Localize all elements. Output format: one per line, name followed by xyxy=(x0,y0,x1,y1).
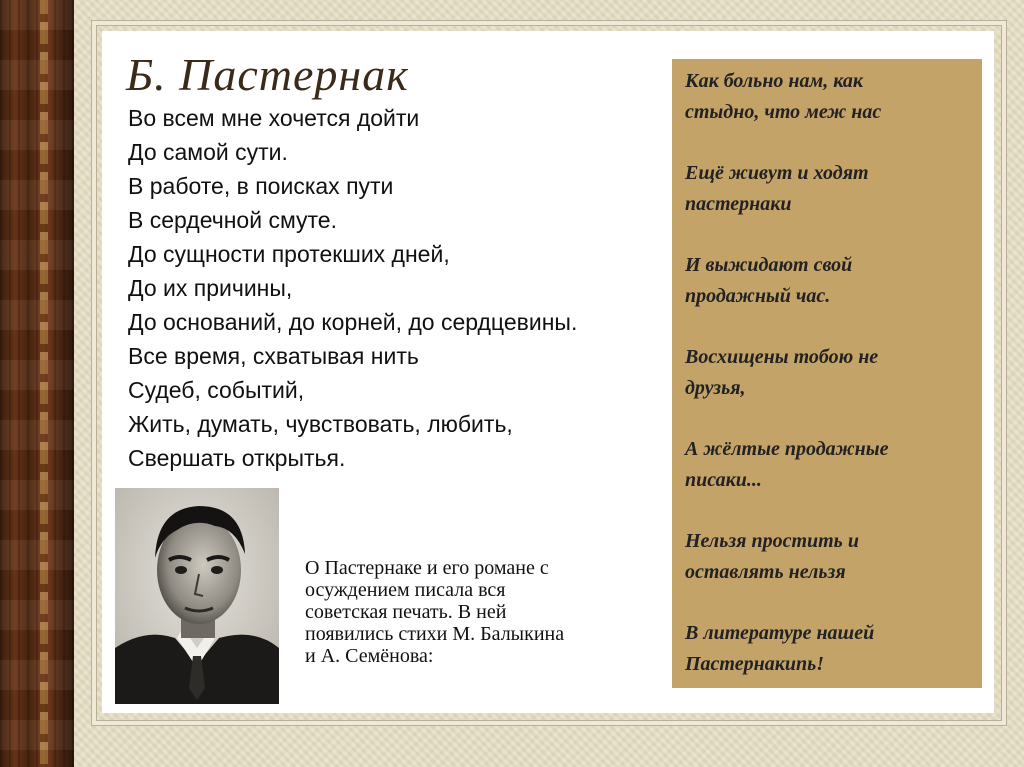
poem-line: В работе, в поисках пути xyxy=(128,173,394,199)
poem-line: Во всем мне хочется дойти xyxy=(128,105,420,131)
caption-line: О Пастернаке и его романе с xyxy=(305,557,549,579)
quote-line: А жёлтые продажные xyxy=(685,438,889,460)
quote-stanza xyxy=(685,618,975,680)
quote-line: В литературе нашей xyxy=(685,622,875,644)
quote-stanza xyxy=(685,66,975,128)
poem-line: В сердечной смуте. xyxy=(128,207,337,233)
portrait-photo xyxy=(115,488,279,704)
quote-line: И выжидают свой xyxy=(685,254,853,276)
poem-line: До сущности протекших дней, xyxy=(128,241,450,267)
quote-line: Как больно нам, как xyxy=(685,70,864,92)
quote-line: Ещё живут и ходят xyxy=(685,162,869,184)
quote-stanza xyxy=(685,250,975,312)
wood-decor-strip xyxy=(40,0,48,767)
poem-line: До самой сути. xyxy=(128,139,288,165)
quote-stanza xyxy=(685,158,975,220)
caption-line: осуждением писала вся xyxy=(305,579,506,601)
caption-line: появились стихи М. Балыкина xyxy=(305,623,565,645)
quote-poem xyxy=(685,66,975,710)
caption-line: советская печать. В ней xyxy=(305,601,507,623)
caption-line: и А. Семёнова: xyxy=(305,645,434,667)
portrait-illustration xyxy=(115,488,279,704)
wood-border xyxy=(0,0,74,767)
quote-stanza xyxy=(685,434,975,496)
quote-stanza xyxy=(685,526,975,588)
quote-line: продажный час. xyxy=(685,285,831,307)
poem-line: Жить, думать, чувствовать, любить, xyxy=(128,411,513,437)
poem xyxy=(128,101,658,475)
quote-line: писаки... xyxy=(685,469,762,491)
caption-text xyxy=(305,557,645,667)
poem-line: До их причины, xyxy=(128,275,293,301)
slide-title: Б. Пастернак xyxy=(126,49,409,100)
poem-line: Все время, схватывая нить xyxy=(128,343,419,369)
poem-line: Свершать открытья. xyxy=(128,445,346,471)
quote-line: пастернаки xyxy=(685,193,792,215)
poem-line: Судеб, событий, xyxy=(128,377,305,403)
poem-line: До оснований, до корней, до сердцевины. xyxy=(128,309,578,335)
quote-line: стыдно, что меж нас xyxy=(685,101,882,123)
quote-line: друзья, xyxy=(685,377,746,399)
quote-line: Нельзя простить и xyxy=(685,530,859,552)
quote-line: Пастернакипь! xyxy=(685,653,825,675)
quote-line: Восхищены тобою не xyxy=(685,346,879,368)
quote-stanza xyxy=(685,342,975,404)
quote-line: оставлять нельзя xyxy=(685,561,846,583)
